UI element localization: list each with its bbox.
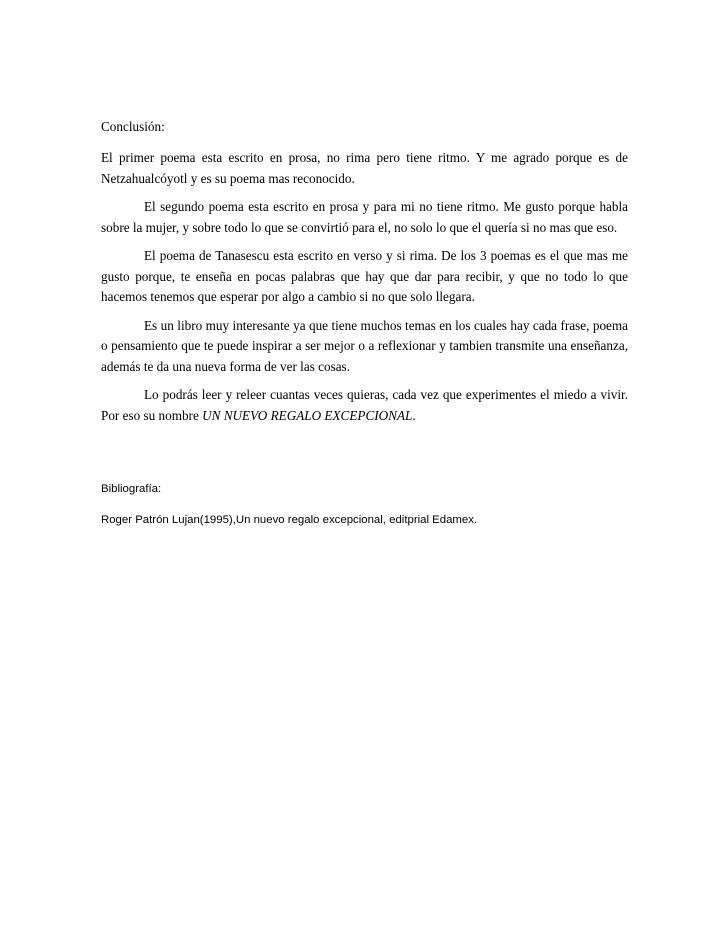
paragraph-1: El primer poema esta escrito en prosa, no rima pero tiene ritmo. Y me agrado porque es de Netzahualcóyotl y es su poema mas reconocido. [101,150,628,186]
paragraph-5-text: Lo podrás leer y releer cuantas veces quieras, cada vez que experimentes el miedo a vivir. Por eso su nombre [101,387,628,423]
conclusion-heading: Conclusión: [101,119,165,134]
bibliography-entry: Roger Patrón Lujan(1995),Un nuevo regalo excepcional, editprial Edamex. [101,514,478,526]
paragraph-5 [101,385,628,426]
document-page [101,0,628,942]
paragraph-2: El segundo poema esta escrito en prosa y para mi no tiene ritmo. Me gusto porque habla sobre la mujer, y sobre todo lo que se convirtió para el, no solo lo que el quería si no mas que eso. [101,199,628,235]
book-title: UN NUEVO REGALO EXCEPCIONAL [202,407,413,423]
paragraph-5-end: . [412,407,416,423]
bibliography-heading: Bibliografía: [101,483,162,495]
paragraph-3: El poema de Tanasescu esta escrito en verso y si rima. De los 3 poemas es el que mas me gusto porque, te enseña en pocas palabras que hay que dar para recibir, y que no todo lo que hacemos tenemos que esperar por algo a cambio si no que solo llegara. [101,248,628,304]
conclusion-body [101,148,628,434]
paragraph-4: Es un libro muy interesante ya que tiene muchos temas en los cuales hay cada frase, poema o pensamiento que te puede inspirar a ser mejor o a reflexionar y tambien transmite una enseñanza, además te da una nueva forma de ver las cosas. [101,317,628,374]
